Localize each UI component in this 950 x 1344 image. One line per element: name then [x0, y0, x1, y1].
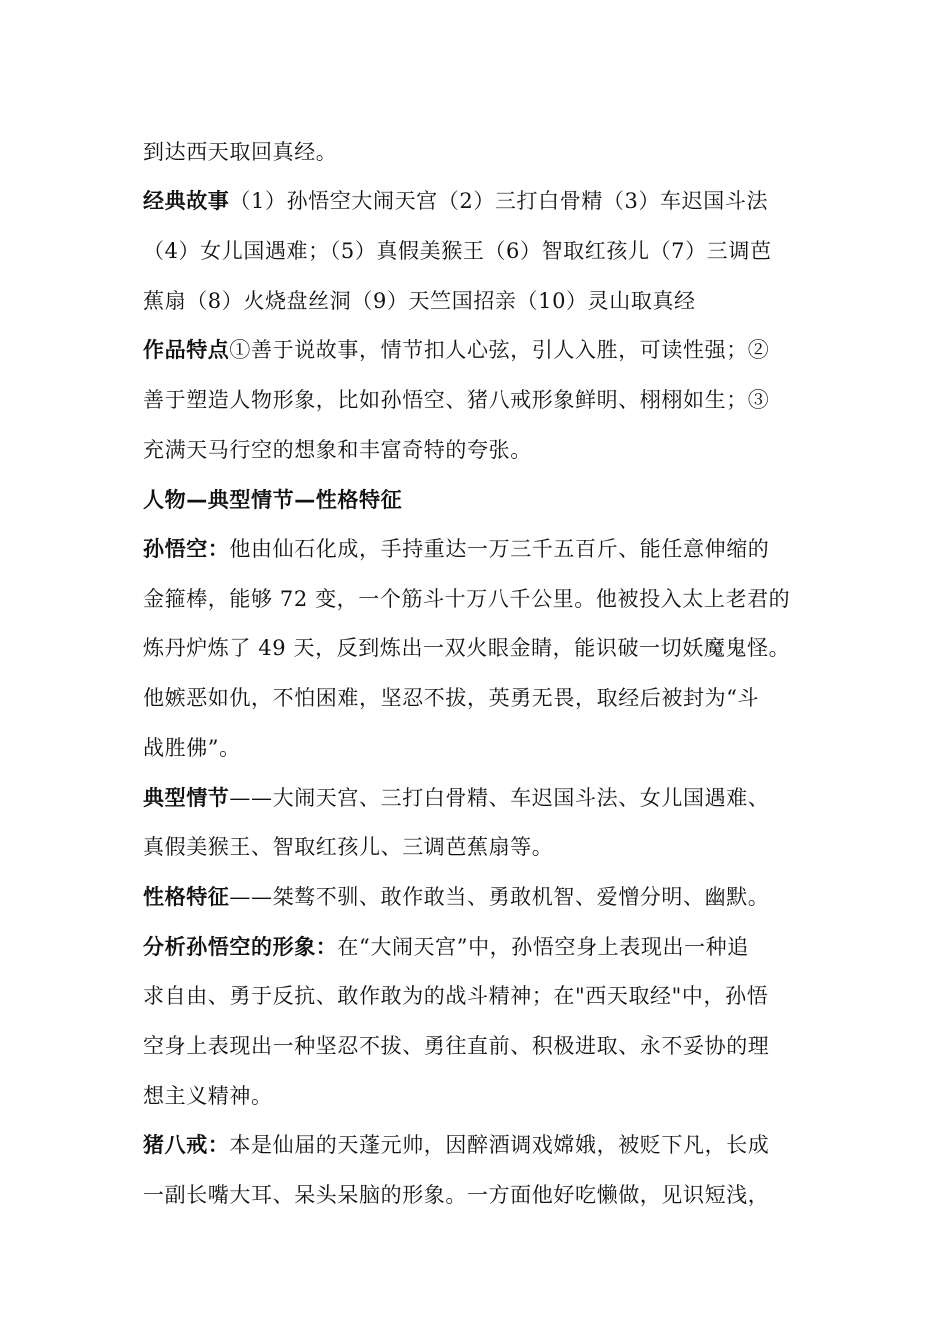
- text-line: [143, 436, 823, 464]
- text-line: [143, 833, 823, 861]
- text-line: [143, 1181, 823, 1209]
- text-line: [143, 734, 823, 762]
- line-text: 金箍棒，能够 72 变，一个筋斗十万八千公里。他被投入太上老君的: [143, 587, 791, 611]
- section-heading: [143, 486, 823, 514]
- line-text: ①善于说故事，情节扣人心弦，引人入胜，可读性强；②: [229, 338, 770, 362]
- text-line: [143, 1131, 823, 1159]
- text-line: [143, 535, 823, 563]
- line-text: 求自由、勇于反抗、敢作敢为的战斗精神；在"西天取经"中，孙悟: [143, 984, 769, 1008]
- bold-lead: 猪八戒：: [143, 1133, 230, 1157]
- line-text: 一副长嘴大耳、呆头呆脑的形象。一方面他好吃懒做，见识短浅，: [143, 1183, 770, 1207]
- text-line: [143, 237, 823, 265]
- text-line: [143, 187, 823, 215]
- text-line: [143, 287, 823, 315]
- line-text: 到达西天取回真经。: [143, 140, 338, 164]
- text-line: [143, 386, 823, 414]
- line-text: 本是仙届的天蓬元帅，因醉酒调戏嫦娥，被贬下凡，长成: [229, 1133, 770, 1157]
- text-line: [143, 1082, 823, 1110]
- bold-lead: 性格特征: [143, 885, 230, 909]
- line-text: 善于塑造人物形象，比如孙悟空、猪八戒形象鲜明、栩栩如生；③: [143, 388, 770, 412]
- line-text: ——桀骜不驯、敢作敢当、勇敢机智、爱憎分明、幽默。: [229, 885, 770, 909]
- line-text: ——大闹天宫、三打白骨精、车迟国斗法、女儿国遇难、: [229, 786, 770, 810]
- bold-lead: 经典故事: [143, 189, 230, 213]
- text-line: [143, 933, 823, 961]
- bold-lead: 典型情节: [143, 786, 230, 810]
- line-text: 战胜佛”。: [143, 736, 241, 760]
- line-text: 他由仙石化成，手持重达一万三千五百斤、能任意伸缩的: [229, 537, 770, 561]
- line-text: 炼丹炉炼了 49 天，反到炼出一双火眼金睛，能识破一切妖魔鬼怪。: [143, 636, 791, 660]
- line-text: 充满天马行空的想象和丰富奇特的夸张。: [143, 438, 532, 462]
- text-line: [143, 784, 823, 812]
- text-line: [143, 336, 823, 364]
- text-line: [143, 684, 823, 712]
- text-line: [143, 634, 823, 662]
- line-text: 空身上表现出一种坚忍不拔、勇往直前、积极进取、永不妥协的理: [143, 1034, 770, 1058]
- line-text: （4）女儿国遇难；（5）真假美猴王（6）智取红孩儿（7）三调芭: [143, 239, 772, 263]
- line-text: 想主义精神。: [143, 1084, 273, 1108]
- text-line: [143, 138, 823, 166]
- line-text: 他嫉恶如仇，不怕困难，坚忍不拔，英勇无畏，取经后被封为“斗: [143, 686, 760, 710]
- bold-lead: 人物—典型情节—性格特征: [143, 488, 403, 512]
- text-line: [143, 883, 823, 911]
- bold-lead: 分析孙悟空的形象：: [143, 935, 338, 959]
- text-line: [143, 1032, 823, 1060]
- text-line: [143, 982, 823, 1010]
- line-text: 蕉扇（8）火烧盘丝洞（9）天竺国招亲（10）灵山取真经: [143, 289, 696, 313]
- line-text: （1）孙悟空大闹天宫（2）三打白骨精（3）车迟国斗法: [229, 189, 769, 213]
- bold-lead: 孙悟空：: [143, 537, 230, 561]
- text-line: [143, 585, 823, 613]
- bold-lead: 作品特点: [143, 338, 230, 362]
- line-text: 真假美猴王、智取红孩儿、三调芭蕉扇等。: [143, 835, 554, 859]
- line-text: 在“大闹天宫”中，孙悟空身上表现出一种追: [337, 935, 749, 959]
